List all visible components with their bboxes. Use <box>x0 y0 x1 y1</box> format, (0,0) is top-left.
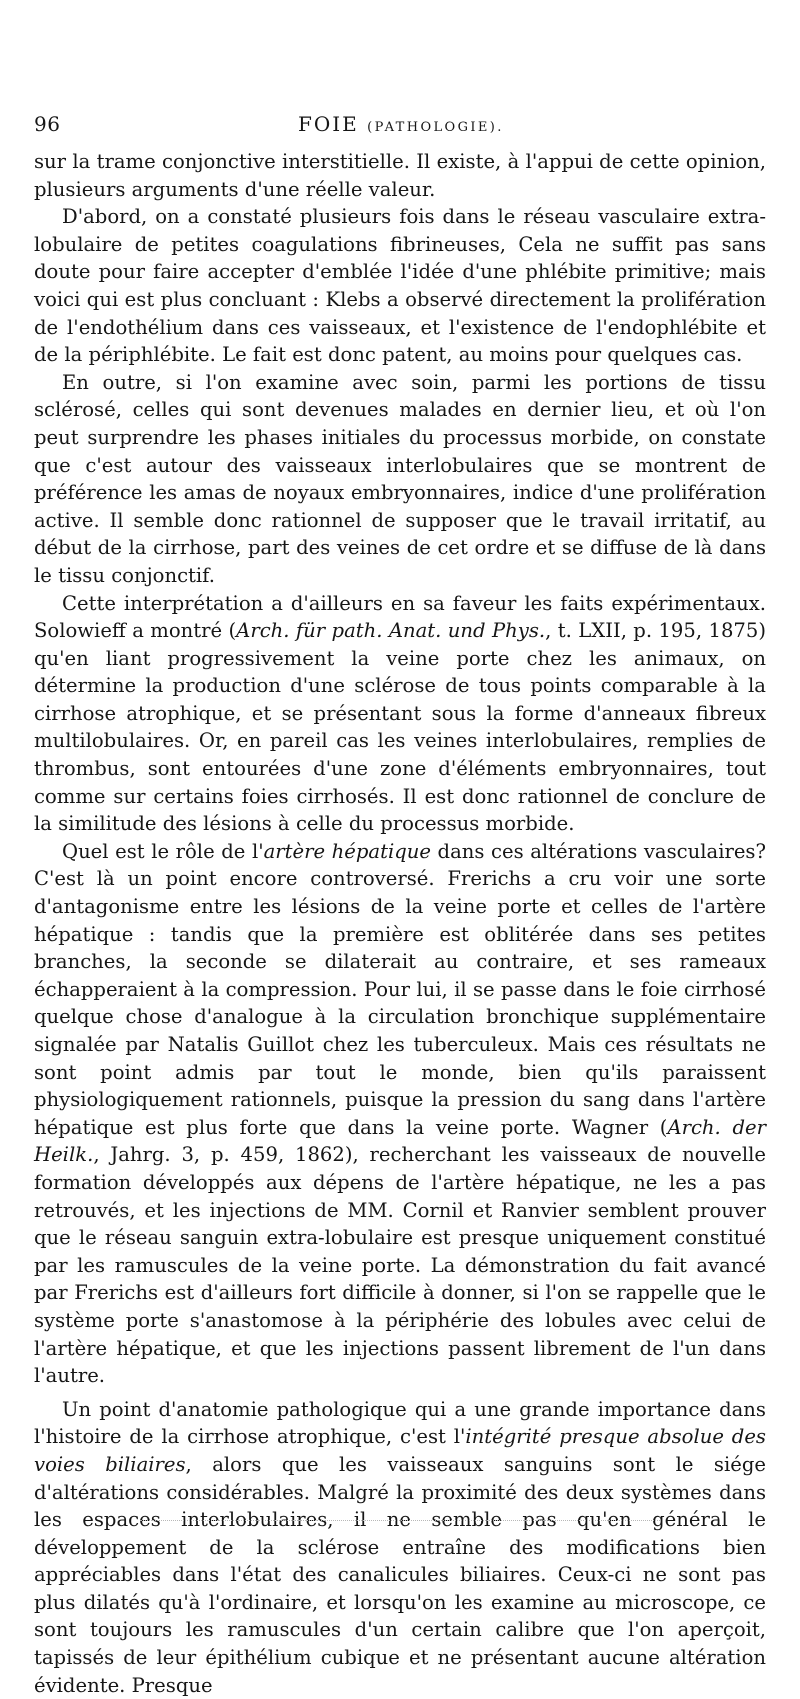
emphasized-term: intégrité presque absolue des voies biliaires <box>34 1425 766 1476</box>
paragraph-interlobular-veins: En outre, si l'on examine avec soin, parmi les portions de tissu sclérosé, celles qui sont devenues malades en dernier lieu, et où l'on peut surprendre les phases initiales du processus morbide, on constate que c'est autour des vaisseaux interlobulaires que se montrent de préférence les amas de noyaux embryonnaires, indice d'une prolifération active. Il semble donc rationnel de supposer que le travail irritatif, au début de la cirrhose, part des veines de cet ordre et se diffuse de là dans le tissu conjonctif. <box>34 370 766 587</box>
page-header <box>34 112 764 142</box>
running-subtitle: (PATHOLOGIE). <box>367 120 504 135</box>
paragraph-text: Un point d'anatomie pathologique qui a une grande importance dans l'histoire de la cirrhose atrophique, c'est l' <box>34 1397 766 1449</box>
print-artifact-line <box>140 1520 660 1529</box>
paragraph-hepatic-artery <box>34 838 766 1390</box>
paragraph-continuation: sur la trame conjonctive interstitielle. Il existe, à l'appui de cette opinion, plusieurs arguments d'une réelle valeur. <box>34 150 766 201</box>
paragraph-phlebite: D'abord, on a constaté plusieurs fois dans le réseau vasculaire extra-lobulaire de petites coagulations fibrineuses, Cela ne suffit pas sans doute pour faire accepter d'emblée l'idée d'une phlébite primitive; mais voici qui est plus concluant : Klebs a observé directement la prolifération de l'endothélium dans ces vaisseaux, et l'existence de l'endophlébite et de la périphlébite. Le fait est donc patent, au moins pour quelques cas. <box>34 205 766 367</box>
paragraph-text: Quel est le rôle de l' <box>62 839 264 863</box>
paragraph-text: , alors que les vaisseaux sanguins sont le siége d'altérations considérables. Malgré la proximité des deux systèmes dans les espaces interlobulaires, il ne semble pas qu'en général le développement de la sclérose entraîne des modifications bien appréciables dans l'état des canalicules biliaires. Ceux-ci ne sont pas plus dilatés qu'à l'ordinaire, et lorsqu'on les examine au microscope, ce sont toujours les ramuscules d'un certain calibre que l'on aperçoit, tapissés de leur épithélium cubique et ne présentant aucune altération évidente. Presque <box>34 1452 766 1697</box>
body-text <box>34 148 766 1699</box>
paragraph-text: dans ces altérations vasculaires? C'est là un point encore controversé. Frerichs a cru voir une sorte d'antagonisme entre les lésions de la veine porte et celles de l'artère hépatique : tandis que la première est oblitérée dans ses petites branches, la seconde se dilaterait au contraire, et ses rameaux échapperaient à la compression. Pour lui, il se passe dans le foie cirrhosé quelque chose d'analogue à la circulation bronchique supplémentaire signalée par Natalis Guillot chez les tuberculeux. Mais ces résultats ne sont point admis par tout le monde, bien qu'ils paraissent physiologiquement rationnels, puisque la pression du sang dans l'artère hépatique est plus forte que dans la veine porte. Wagner ( <box>34 839 766 1139</box>
citation-title: Arch. der Heilk. <box>34 1115 766 1167</box>
running-head <box>298 112 504 136</box>
page-number: 96 <box>34 112 61 136</box>
running-title: FOIE <box>298 112 359 136</box>
emphasized-term: artère hépatique <box>263 839 431 863</box>
paragraph-experiments <box>34 590 766 838</box>
paragraph-biliary-ducts <box>34 1396 766 1699</box>
paragraph-text: Cette interprétation a d'ailleurs en sa faveur les faits expérimentaux. Solowieff a montré ( <box>34 591 766 643</box>
paragraph-text: , t. LXII, p. 195, 1875) qu'en liant progressivement la veine porte chez les animaux, on détermine la production d'une sclérose de tous points comparable à la cirrhose atrophique, et se présentant sous la forme d'anneaux fibreux multilobulaires. Or, en pareil cas les veines interlobulaires, remplies de thrombus, sont entourées d'une zone d'éléments embryonnaires, tout comme sur certains foies cirrhosés. Il est donc rationnel de conclure de la similitude des lésions à celle du processus morbide. <box>34 619 766 836</box>
paragraph-text: , Jahrg. 3, p. 459, 1862), recherchant les vaisseaux de nouvelle formation développés aux dépens de l'artère hépatique, ne les a pas retrouvés, et les injections de MM. Cornil et Ranvier semblent prouver que le réseau sanguin extra-lobulaire est presque uniquement constitué par les ramuscules de la veine porte. La démonstration du fait avancé par Frerichs est d'ailleurs fort difficile à donner, si l'on se rappelle que le système porte s'anastomose à la périphérie des lobules avec celui de l'artère hépatique, et que les injections passent librement de l'un dans l'autre. <box>34 1143 766 1388</box>
citation-title: Arch. für path. Anat. und Phys. <box>236 619 546 643</box>
